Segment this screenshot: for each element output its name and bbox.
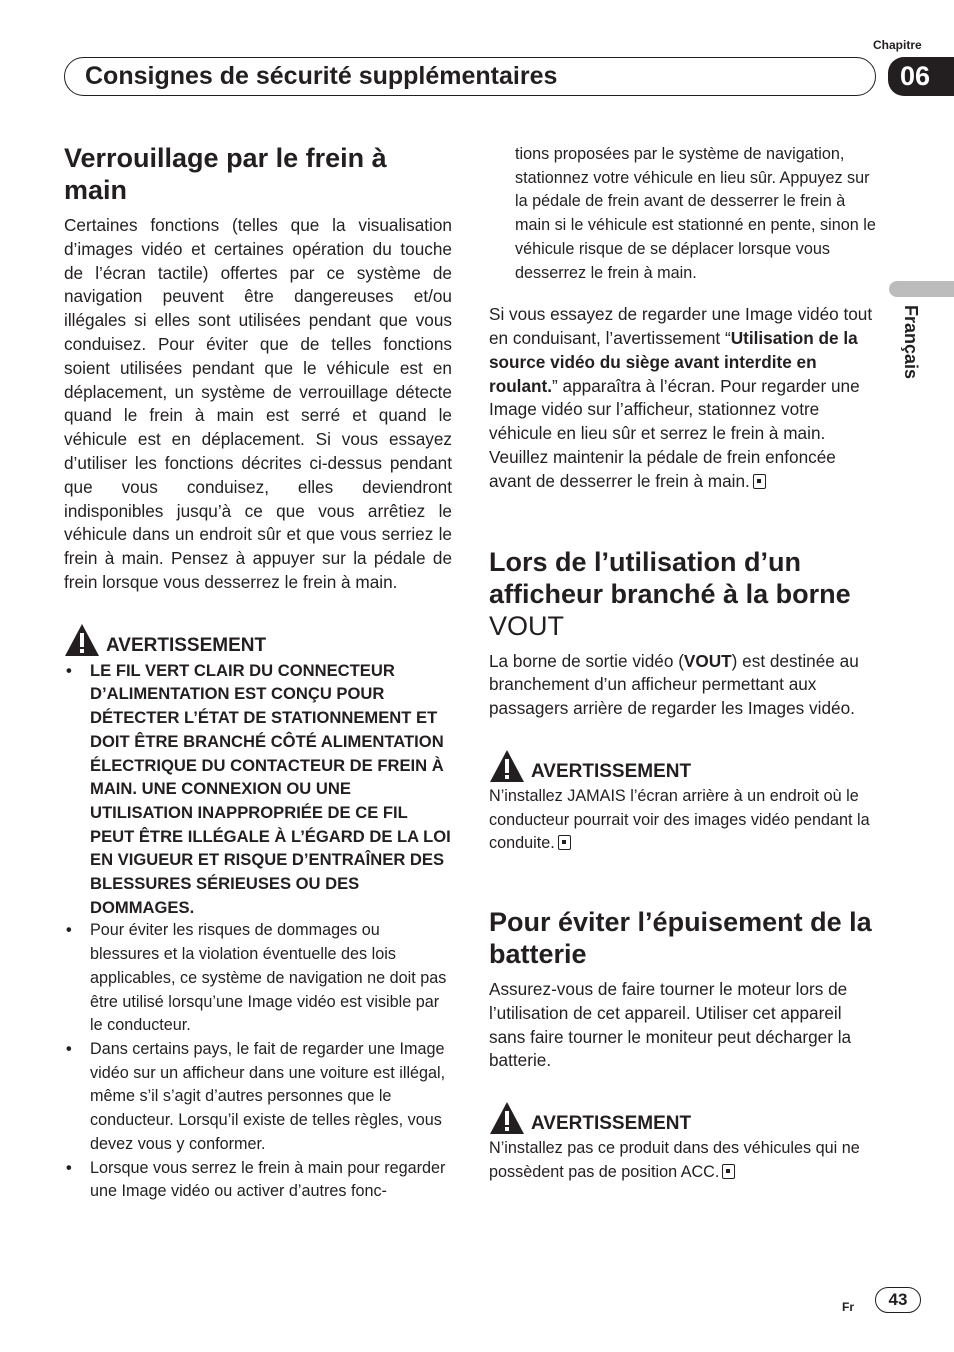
section-title: Consignes de sécurité supplémentaires — [64, 57, 876, 96]
warning-heading — [64, 623, 452, 657]
language-label: Français — [901, 305, 921, 380]
left-column — [64, 142, 452, 1204]
warning-triangle-icon — [489, 749, 525, 783]
end-of-section-icon — [722, 1164, 735, 1179]
warning-title: AVERTISSEMENT — [106, 634, 267, 656]
warning-title: AVERTISSEMENT — [531, 760, 692, 782]
warning-triangle-icon — [489, 1101, 525, 1135]
warning-bullet: • Lorsque vous serrez le frein à main pour regarder une Image vidéo ou activer d’autres fonc- — [64, 1157, 452, 1204]
warning-message-paragraph: Si vous essayez de regarder une Image vidéo tout en conduisant, l’avertissement “Utilisation de la source vidéo du siège avant interdite en roulant.” apparaîtra à l’écran. Pour regarder une Image vidéo sur l’afficheur, stationnez votre véhicule en lieu sûr et serrez le frein à main. Veuillez maintenir la pédale de frein enfoncée avant de desserrer le frein à main. — [489, 304, 873, 491]
warning-title: AVERTISSEMENT — [531, 1113, 692, 1135]
language-tab — [889, 281, 954, 297]
warning-text: N’installez JAMAIS l’écran arrière à un endroit où le conducteur pourrait voir des images vidéo pendant la conduite. — [489, 786, 870, 853]
warning-heading — [489, 1101, 877, 1135]
warning-bullet: • Pour éviter les risques de dommages ou blessures et la violation éventuelle des lois applicables, ce système de navigation ne doit pas être utilisé lorsqu’une Image vidéo est visible par le conducteur. — [64, 919, 452, 1038]
warning-bullet: • Dans certains pays, le fait de regarder une Image vidéo sur un afficheur dans une voiture est illégal, même s’il s’agit d’autres personnes que le conducteur. Lorsqu’il existe de telles règles, vous devez vous y conformer. — [64, 1038, 452, 1157]
vout-paragraph: La borne de sortie vidéo (VOUT) est destinée au branchement d’un afficheur permettant aux passagers arrière de regarder les Images vidéo. — [489, 650, 859, 719]
chapter-label: Chapitre — [873, 38, 922, 52]
end-of-section-icon — [558, 835, 571, 850]
battery-paragraph: Assurez-vous de faire tourner le moteur lors de l’utilisation de cet appareil. Utiliser cet appareil sans faire tourner le moniteur peut décharger la batterie. — [489, 979, 852, 1071]
footer-lang-code: Fr — [842, 1300, 854, 1314]
right-column — [489, 143, 877, 1185]
warning-heading — [489, 749, 877, 783]
warning-triangle-icon — [64, 623, 100, 657]
end-of-section-icon — [753, 474, 766, 489]
warning-text: N’installez pas ce produit dans des véhicules qui ne possèdent pas de position ACC. — [489, 1139, 860, 1181]
heading-battery: Pour éviter l’épuisement de la batterie — [489, 907, 872, 970]
intro-paragraph: Certaines fonctions (telles que la visualisation d’images vidéo et certaines opération du touche de l’écran tactile) offertes par ce système de navigation peuvent être dangereuses et/ou illégales si elles sont utilisées pendant que vous conduisez. Pour éviter que de telles fonctions soient utilisées pendant que le véhicule est en déplacement, un système de verrouillage détecte quand le frein à main est serré et quand le véhicule est en déplacement. Si vous essayez d’utiliser les fonctions décrites ci-dessus pendant que vous conduisez, elles deviendront indisponibles jusqu’à ce que vous arrêtiez le véhicule dans un endroit sûr et que vous serriez le frein à main. Pensez à appuyer sur la pédale de frein lorsque vous desserrez le frein à main. — [64, 215, 452, 592]
chapter-number: 06 — [888, 57, 954, 96]
warning-bullet-bold: • LE FIL VERT CLAIR DU CONNECTEUR D’ALIMENTATION EST CONÇU POUR DÉTECTER L’ÉTAT DE STATIONNEMENT ET DOIT ÊTRE BRANCHÉ CÔTÉ ALIMENTATION ÉLECTRIQUE DU CONTACTEUR DE FREIN À MAIN. UNE CONNEXION OU UNE UTILISATION INAPPROPRIÉE DE CE FIL PEUT ÊTRE ILLÉGALE À L’ÉGARD DE LA LOI EN VIGUEUR ET RISQUE D’ENTRAÎNER DES BLESSURES SÉRIEUSES OU DES DOMMAGES. — [64, 659, 452, 920]
bullet-continuation: tions proposées par le système de navigation, stationnez votre véhicule en lieu sûr. Appuyez sur la pédale de frein avant de desserrer le frein à main si le véhicule est stationné en pente, sinon le véhicule risque de se déplacer lorsque vous desserrez le frein à main. — [515, 145, 876, 282]
heading-vout: Lors de l’utilisation d’un afficheur branché à la borne VOUT — [489, 546, 851, 641]
page-number: 43 — [875, 1287, 921, 1313]
heading-handbrake-lock: Verrouillage par le frein à main — [64, 143, 387, 205]
